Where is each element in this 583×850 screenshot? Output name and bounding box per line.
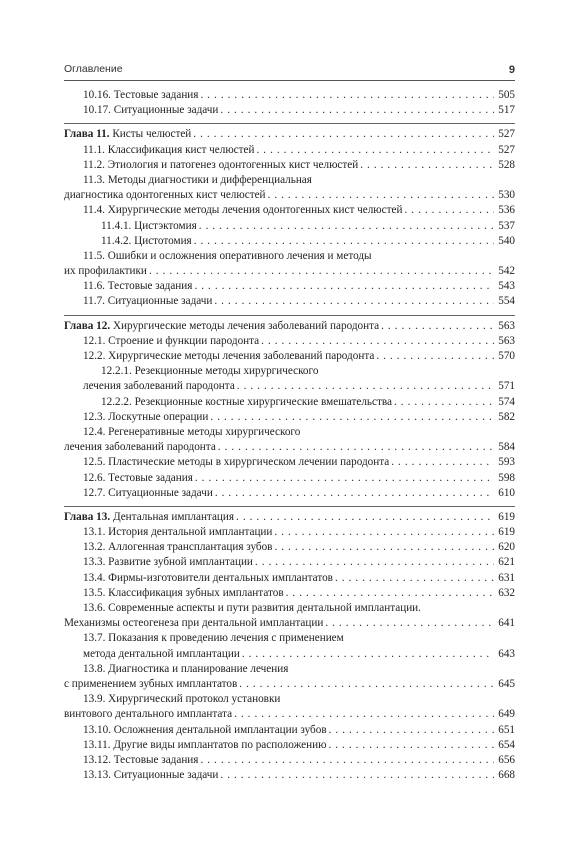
toc-entry-text: 10.17. Ситуационные задачи: [83, 104, 219, 117]
toc-entry-text: 11.2. Этиология и патогенез одонтогенных кист челюстей: [83, 158, 359, 171]
toc-page-number: 527: [498, 143, 515, 156]
dot-leader: [237, 379, 494, 394]
toc-page-number: 542: [498, 265, 515, 278]
dot-leader: [149, 264, 494, 279]
toc-entry[interactable]: [64, 249, 515, 264]
toc-entry[interactable]: [64, 707, 515, 722]
toc-chapter-entry[interactable]: [64, 127, 515, 142]
toc-entry-text: 12.3. Лоскутные операции: [83, 410, 209, 423]
toc-entry[interactable]: [64, 540, 515, 555]
dot-leader: [391, 455, 494, 470]
toc-entry-text: 13.10. Осложнения дентальной имплантации зубов: [83, 723, 327, 736]
chapter-divider: [64, 123, 515, 124]
toc-page-number: 505: [498, 89, 515, 101]
toc-entry-title: [101, 395, 392, 410]
toc-entry-text: 11.5. Ошибки и осложнения оперативного лечения и методы: [83, 249, 372, 262]
toc-entry-text: Дентальная имплантация: [110, 510, 235, 523]
dot-leader: [255, 555, 494, 570]
toc-entry-title: [64, 440, 216, 455]
table-of-contents: [64, 88, 515, 783]
toc-entry-text: Кисты челюстей: [109, 128, 192, 141]
toc-entry-text: 12.4. Регенеративные методы хирургического: [83, 425, 301, 438]
toc-entry-title: [83, 173, 515, 188]
dot-leader: [274, 540, 494, 555]
toc-entry-title: [83, 379, 235, 394]
toc-entry-title: [83, 294, 212, 309]
toc-page-number: 651: [498, 723, 515, 736]
toc-entry-title: [83, 143, 254, 158]
toc-page-number: 540: [498, 234, 515, 247]
toc-entry[interactable]: [64, 364, 515, 379]
dot-leader: [234, 707, 494, 722]
toc-entry-text: 11.4.2. Цистотомия: [101, 234, 192, 247]
dot-leader: [256, 143, 494, 158]
toc-entry[interactable]: [64, 647, 515, 662]
toc-entry[interactable]: [64, 334, 515, 349]
toc-entry-text: диагностика одонтогенных кист челюстей: [64, 189, 266, 202]
dot-leader: [274, 525, 494, 540]
running-title: Оглавление: [64, 63, 123, 75]
page-header: [64, 58, 515, 81]
toc-entry-title: [83, 334, 259, 349]
toc-entry[interactable]: [64, 631, 515, 646]
toc-entry[interactable]: [64, 525, 515, 540]
toc-page-number: 645: [498, 677, 515, 690]
chapter-number: Глава 13.: [64, 510, 111, 523]
dot-leader: [220, 768, 494, 783]
toc-page-number: 593: [498, 456, 515, 469]
toc-entry-title: [83, 571, 333, 586]
toc-entry-text: Хирургические методы лечения заболеваний пародонта: [110, 319, 380, 332]
toc-entry-title: [83, 692, 515, 707]
toc-page-number: 631: [498, 571, 515, 584]
toc-page-number: 554: [498, 295, 515, 308]
toc-entry[interactable]: [64, 768, 515, 783]
toc-entry-title: [64, 707, 232, 722]
toc-page-number: 528: [498, 158, 515, 171]
dot-leader: [199, 219, 494, 234]
toc-entry[interactable]: [64, 234, 515, 249]
toc-entry-text: 12.1. Строение и функции пародонта: [83, 334, 260, 347]
toc-entry-title: [83, 601, 515, 616]
toc-entry-title: [83, 662, 515, 677]
toc-entry[interactable]: [64, 753, 515, 768]
dot-leader: [242, 647, 494, 662]
toc-entry-text: 12.2.1. Резекционные методы хирургического: [101, 365, 319, 378]
toc-entry-title: [64, 616, 323, 631]
toc-entry-title: [83, 723, 327, 738]
dot-leader: [195, 471, 494, 486]
toc-entry[interactable]: [64, 88, 515, 103]
toc-page-number: 537: [498, 219, 515, 232]
toc-entry-title: [83, 425, 515, 440]
toc-entry-text: Механизмы остеогенеза при дентальной имплантации: [64, 617, 324, 630]
dot-leader: [214, 294, 494, 309]
toc-page-number: 620: [498, 541, 515, 554]
toc-entry[interactable]: [64, 486, 515, 501]
toc-entry-text: 13.13. Ситуационные задачи: [83, 769, 219, 782]
toc-entry-title: [83, 103, 218, 118]
dot-leader: [193, 127, 494, 142]
toc-entry-title: [64, 677, 237, 692]
toc-chapter-entry[interactable]: [64, 319, 515, 334]
toc-entry[interactable]: [64, 616, 515, 631]
toc-page-number: 610: [498, 486, 515, 499]
dot-leader: [200, 753, 494, 768]
chapter-number: Глава 12.: [64, 319, 111, 332]
toc-entry-text: 13.5. Классификация зубных имплантатов: [83, 586, 284, 599]
toc-entry-title: [64, 127, 191, 142]
toc-entry-text: 13.4. Фирмы-изготовители дентальных имплантатов: [83, 571, 333, 584]
toc-page-number: 649: [498, 708, 515, 721]
toc-entry[interactable]: [64, 440, 515, 455]
toc-page-number: 536: [498, 204, 515, 217]
toc-entry-text: лечения заболеваний пародонта: [64, 441, 216, 454]
dot-leader: [261, 334, 494, 349]
toc-entry-text: 13.12. Тестовые задания: [83, 753, 199, 766]
dot-leader: [328, 738, 494, 753]
toc-entry-title: [101, 234, 192, 249]
toc-entry[interactable]: [64, 723, 515, 738]
toc-entry[interactable]: [64, 738, 515, 753]
toc-entry-text: с применением зубных имплантатов: [64, 677, 238, 690]
toc-chapter-entry[interactable]: [64, 510, 515, 525]
toc-page-number: 517: [498, 104, 515, 117]
dot-leader: [376, 349, 494, 364]
dot-leader: [200, 88, 494, 103]
toc-entry-text: 11.3. Методы диагностики и дифференциальная: [83, 173, 312, 186]
toc-entry[interactable]: [64, 379, 515, 394]
dot-leader: [210, 410, 494, 425]
toc-entry[interactable]: [64, 677, 515, 692]
toc-entry[interactable]: [64, 555, 515, 570]
toc-page-number: 543: [498, 280, 515, 293]
dot-leader: [381, 319, 494, 334]
toc-entry-text: 11.4.1. Цистэктомия: [101, 219, 197, 232]
toc-entry[interactable]: [64, 586, 515, 601]
toc-entry-text: 13.8. Диагностика и планирование лечения: [83, 662, 289, 675]
toc-entry-text: 13.7. Показания к проведению лечения с применением: [83, 632, 344, 645]
toc-page-number: 570: [498, 350, 515, 362]
toc-entry-text: лечения заболеваний пародонта: [83, 380, 235, 393]
toc-entry-title: [83, 586, 284, 601]
toc-entry-text: 11.1. Классификация кист челюстей: [83, 143, 255, 156]
toc-entry-title: [64, 264, 147, 279]
toc-entry[interactable]: [64, 349, 515, 364]
toc-page-number: 632: [498, 586, 515, 599]
toc-page-number: 621: [498, 556, 515, 569]
dot-leader: [394, 395, 494, 410]
page-number: 9: [508, 64, 515, 76]
chapter-number: Глава 11.: [64, 128, 110, 141]
toc-entry-text: 12.2. Хирургические методы лечения заболеваний пародонта: [83, 350, 375, 362]
toc-entry[interactable]: [64, 455, 515, 470]
toc-entry-title: [83, 540, 272, 555]
toc-entry-title: [83, 455, 389, 470]
toc-entry-title: [83, 158, 358, 173]
dot-leader: [215, 486, 494, 501]
toc-page-number: 584: [498, 441, 515, 454]
toc-entry-title: [83, 647, 240, 662]
dot-leader: [194, 279, 494, 294]
toc-entry-title: [83, 555, 253, 570]
toc-page-number: 563: [498, 334, 515, 347]
toc-entry-text: 10.16. Тестовые задания: [83, 89, 199, 101]
dot-leader: [239, 677, 494, 692]
toc-page-number: 619: [498, 510, 515, 523]
toc-entry[interactable]: [64, 173, 515, 188]
toc-page-number: 656: [498, 753, 515, 766]
toc-entry-text: 12.5. Пластические методы в хирургическом лечении пародонта: [83, 456, 390, 469]
toc-entry[interactable]: [64, 103, 515, 118]
toc-entry-title: [64, 319, 379, 334]
toc-entry-title: [83, 249, 515, 264]
toc-entry-title: [83, 738, 326, 753]
toc-entry-text: 11.6. Тестовые задания: [83, 280, 193, 293]
toc-entry-title: [83, 203, 402, 218]
toc-page-number: 530: [498, 189, 515, 202]
dot-leader: [325, 616, 494, 631]
toc-page-number: 668: [498, 769, 515, 782]
toc-page-number: 643: [498, 647, 515, 660]
toc-entry-text: 13.6. Современные аспекты и пути развития дентальной имплантации.: [83, 602, 421, 614]
toc-entry[interactable]: [64, 395, 515, 410]
toc-entry-title: [101, 364, 515, 379]
toc-entry-text: винтового дентального имплантата: [64, 708, 233, 721]
toc-entry-text: их профилактики: [64, 265, 147, 278]
toc-page-number: 582: [498, 410, 515, 423]
toc-entry[interactable]: [64, 219, 515, 234]
dot-leader: [329, 723, 495, 738]
toc-page-number: 527: [498, 128, 515, 141]
dot-leader: [360, 158, 494, 173]
toc-entry[interactable]: [64, 279, 515, 294]
toc-entry-title: [83, 486, 213, 501]
toc-entry-title: [83, 88, 198, 103]
toc-entry-title: [83, 768, 218, 783]
toc-entry[interactable]: [64, 264, 515, 279]
toc-entry-text: 11.4. Хирургические методы лечения одонтогенных кист челюстей: [83, 204, 403, 217]
toc-entry[interactable]: [64, 158, 515, 173]
dot-leader: [236, 510, 494, 525]
toc-entry-text: 11.7. Ситуационные задачи: [83, 295, 213, 308]
toc-entry[interactable]: [64, 188, 515, 203]
toc-entry-title: [83, 471, 193, 486]
toc-entry-title: [83, 753, 198, 768]
toc-entry-text: 12.7. Ситуационные задачи: [83, 486, 213, 499]
toc-entry-text: метода дентальной имплантации: [83, 647, 240, 660]
toc-page-number: 571: [498, 380, 515, 393]
toc-entry-title: [83, 349, 374, 364]
chapter-divider: [64, 315, 515, 316]
chapter-divider: [64, 506, 515, 507]
toc-entry-text: 13.3. Развитие зубной имплантации: [83, 556, 253, 569]
toc-entry[interactable]: [64, 410, 515, 425]
toc-entry-text: 13.9. Хирургический протокол установки: [83, 693, 281, 706]
toc-entry-title: [83, 631, 515, 646]
dot-leader: [268, 188, 495, 203]
toc-entry-text: 12.6. Тестовые задания: [83, 471, 193, 484]
toc-page-number: 641: [498, 617, 515, 630]
toc-entry-title: [83, 279, 192, 294]
toc-entry-text: 12.2.2. Резекционные костные хирургические вмешательства: [101, 395, 392, 408]
toc-entry[interactable]: [64, 571, 515, 586]
dot-leader: [218, 440, 494, 455]
dot-leader: [220, 103, 494, 118]
toc-page-number: 598: [498, 471, 515, 484]
toc-entry[interactable]: [64, 471, 515, 486]
dot-leader: [404, 203, 494, 218]
toc-entry[interactable]: [64, 425, 515, 440]
toc-entry[interactable]: [64, 692, 515, 707]
toc-entry[interactable]: [64, 203, 515, 218]
toc-entry[interactable]: [64, 294, 515, 309]
toc-entry-title: [83, 410, 208, 425]
toc-entry-title: [64, 510, 234, 525]
dot-leader: [335, 571, 494, 586]
toc-entry-text: 13.1. История дентальной имплантации: [83, 526, 273, 539]
toc-entry[interactable]: [64, 143, 515, 158]
toc-entry-text: 13.2. Аллогенная трансплантация зубов: [83, 541, 273, 554]
toc-page-number: 654: [498, 738, 515, 751]
dot-leader: [286, 586, 495, 601]
toc-entry-title: [83, 525, 272, 540]
dot-leader: [194, 234, 495, 249]
toc-page-number: 619: [498, 526, 515, 539]
toc-entry-title: [101, 219, 197, 234]
toc-page-number: 574: [498, 395, 515, 408]
toc-entry-text: 13.11. Другие виды имплантатов по расположению: [83, 738, 327, 751]
toc-entry-title: [64, 188, 266, 203]
toc-entry[interactable]: [64, 601, 515, 616]
toc-entry[interactable]: [64, 662, 515, 677]
toc-page-number: 563: [498, 319, 515, 332]
